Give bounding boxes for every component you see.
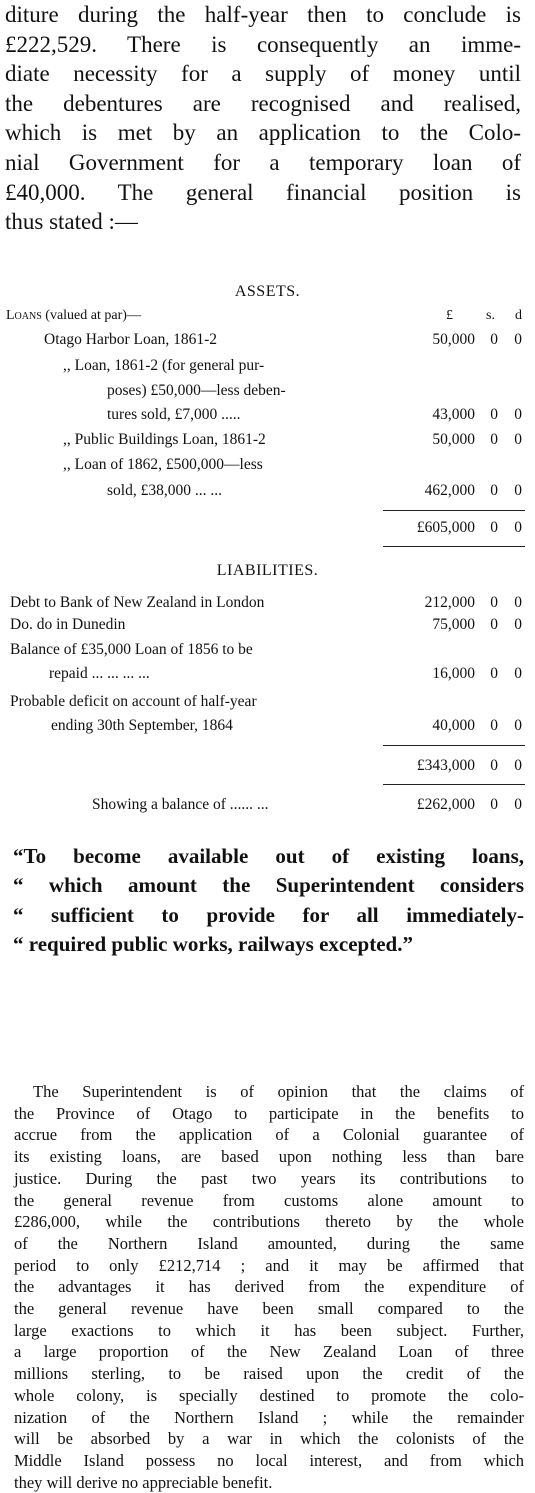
closing-line: a large proportion of the New Zealand Loan of three	[14, 1342, 524, 1362]
assets-heading: ASSETS.	[234, 283, 301, 300]
closing-line: £286,000, while the contributions thereto by the whole	[14, 1212, 524, 1232]
liabilities-heading: LIABILITIES.	[216, 562, 319, 579]
liability-row: Do. do in Dunedin 75,000 0 0	[10, 616, 522, 633]
closing-line: justice. During the past two years its contributions to	[14, 1168, 524, 1188]
asset-row: tures sold, £7,000 ..... 43,000 0 0	[107, 406, 522, 423]
intro-line: thus stated :—	[5, 209, 138, 235]
asset-row: ,, Loan, 1861-2 (for general pur-	[63, 357, 265, 374]
quote-block	[13, 842, 524, 960]
closing-line: of the Northern Island amounted, during the same	[14, 1233, 524, 1253]
shillings-column: s.	[486, 308, 495, 323]
closing-line: large exactions to which it has been subject. Further,	[14, 1320, 524, 1340]
closing-line: nization of the Northern Island ; while the remainder	[14, 1407, 524, 1427]
closing-line: its existing loans, are based upon nothing less than bare	[14, 1147, 524, 1167]
intro-line: £40,000. The general financial position is	[5, 179, 521, 205]
closing-line: they will derive no appreciable benefit.	[14, 1472, 273, 1492]
pence-column: d	[515, 308, 522, 323]
liability-row: Debt to Bank of New Zealand in London 212,000 0 0	[10, 594, 522, 611]
closing-line: the Province of Otago to participate in the benefits to	[14, 1103, 524, 1123]
liability-row: ending 30th September, 1864 40,000 0 0	[51, 717, 522, 734]
liabilities-total-row: £343,000 0 0	[416, 757, 522, 774]
closing-paragraph	[14, 1081, 524, 1493]
assets-column-header	[0, 308, 535, 332]
intro-paragraph	[5, 0, 521, 237]
quote-line: “ which amount the Superintendent considers	[13, 873, 524, 898]
closing-line: will be absorbed by a war in which the colonists of the	[14, 1429, 524, 1449]
intro-line: which is met by an application to the Colo-	[5, 120, 521, 146]
closing-line: Middle Island possess no local interest, and from which	[14, 1450, 524, 1470]
pounds-column: £	[446, 308, 453, 323]
loans-label: Loans (valued at par)—	[6, 308, 141, 323]
liabilities-total-underline	[383, 784, 525, 785]
intro-line: the debentures are recognised and realised,	[5, 90, 521, 116]
closing-line: the advantages it has derived from the expenditure of	[14, 1277, 524, 1297]
liability-row: repaid ... ... ... ... 16,000 0 0	[49, 665, 522, 682]
asset-row: sold, £38,000 ... ... 462,000 0 0	[107, 482, 522, 499]
liabilities-total-rule	[383, 745, 525, 746]
asset-row: ,, Public Buildings Loan, 1861-2 50,000 0 0	[63, 431, 522, 448]
quote-line: “To become available out of existing loans,	[13, 844, 524, 868]
intro-line: nial Government for a temporary loan of	[5, 149, 521, 175]
asset-row: Otago Harbor Loan, 1861-2 50,000 0 0	[44, 331, 522, 348]
liability-row: Balance of £35,000 Loan of 1856 to be	[10, 641, 253, 658]
quote-line: “ required public works, railways excepted.”	[13, 932, 413, 957]
closing-line: whole colony, is specially destined to promote the colo-	[14, 1385, 524, 1405]
intro-line: diate necessity for a supply of money until	[5, 61, 521, 87]
intro-line: diture during the half-year then to conclude is	[5, 2, 521, 27]
asset-row: poses) £50,000—less deben-	[107, 382, 286, 399]
closing-line: the general revenue from customs alone amount to	[14, 1190, 524, 1210]
closing-line: the general revenue have been small compared to the	[14, 1299, 524, 1319]
assets-total-underline	[383, 546, 525, 547]
assets-total-row: £605,000 0 0	[416, 519, 522, 536]
closing-line: accrue from the application of a Colonial guarantee of	[14, 1125, 524, 1145]
asset-row: ,, Loan of 1862, £500,000—less	[63, 456, 263, 473]
liability-row: Probable deficit on account of half-year	[10, 693, 257, 710]
quote-line: “ sufficient to provide for all immediately-	[13, 902, 524, 927]
intro-line: £222,529. There is consequently an imme-	[5, 31, 521, 57]
closing-line: millions sterling, to be raised upon the credit of the	[14, 1364, 524, 1384]
closing-line: The Superintendent is of opinion that the claims of	[33, 1082, 524, 1101]
assets-total-rule	[383, 510, 525, 511]
closing-line: period to only £212,714 ; and it may be affirmed that	[14, 1255, 524, 1275]
balance-row: Showing a balance of ...... ... £262,000 0 0	[92, 796, 522, 813]
